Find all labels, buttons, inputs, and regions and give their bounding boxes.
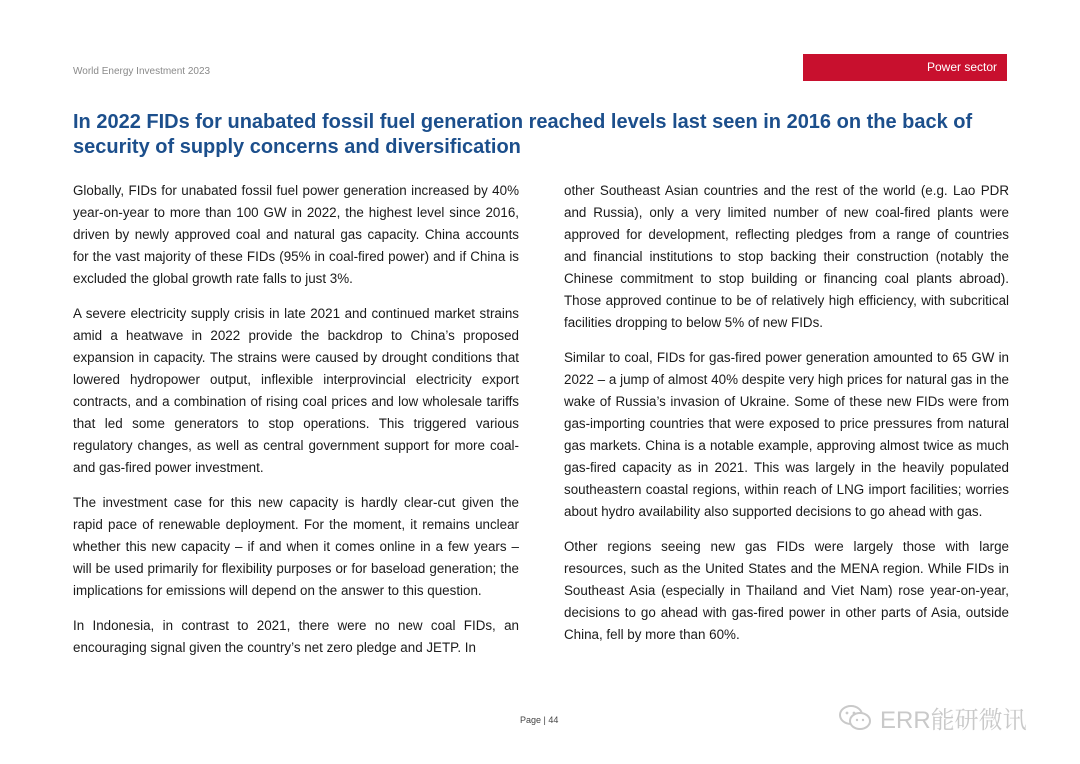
paragraph: other Southeast Asian countries and the rest of the world (e.g. Lao PDR and Russia), only a very limited number of new coal-fired plants were approved for development, reflecting pledges from a range of countries and financial institutions to stop backing their construction (notably the Chinese commitment to stop building or financing coal plants abroad). Those approved continue to be of relatively high efficiency, with subcritical facilities dropping to below 5% of new FIDs.: [564, 183, 1009, 330]
watermark: [838, 700, 1027, 735]
left-column: [73, 180, 519, 672]
report-title: World Energy Investment 2023: [73, 66, 211, 77]
section-badge: Power sector: [803, 54, 1007, 81]
page-number: Page | 44: [520, 715, 559, 725]
right-column: [564, 180, 1009, 659]
paragraph: Similar to coal, FIDs for gas-fired power generation amounted to 65 GW in 2022 – a jump of almost 40% despite very high prices for natural gas in the wake of Russia’s invasion of Ukraine. Some of these new FIDs were from gas-importing countries that were exposed to price pressures from natural gas markets. China is a notable example, approving almost twice as much gas-fired capacity as in 2021. This was largely in the heavily populated southeastern coastal regions, within reach of LNG import facilities; worries about hydro availability also supported decisions to go ahead with gas.: [564, 350, 1009, 519]
wechat-logo-icon: [838, 704, 872, 732]
paragraph: Other regions seeing new gas FIDs were largely those with large resources, such as the United States and the MENA region. While FIDs in Southeast Asia (especially in Thailand and Viet Nam) rose year-on-year, decisions to go ahead with gas-fired power in other parts of Asia, outside China, fell by more than 60%.: [564, 539, 1009, 642]
watermark-text: ERR能研微讯: [880, 707, 1027, 734]
paragraph: Globally, FIDs for unabated fossil fuel power generation increased by 40% year-on-year to more than 100 GW in 2022, the highest level since 2016, driven by newly approved coal and natural gas capacity. China accounts for the vast majority of these FIDs (95% in coal-fired power) and if China is excluded the global growth rate falls to just 3%.: [73, 183, 519, 286]
paragraph: A severe electricity supply crisis in late 2021 and continued market strains amid a heatwave in 2022 provide the backdrop to China’s proposed expansion in capacity. The strains were caused by drought conditions that lowered hydropower output, inflexible interprovincial electricity export contracts, and a combination of rising coal prices and low wholesale tariffs that led some generators to stop operations. This triggered various regulatory changes, as well as central government support for more coal- and gas-fired power investment.: [73, 306, 519, 475]
paragraph: The investment case for this new capacity is hardly clear-cut given the rapid pace of renewable deployment. For the moment, it remains unclear whether this new capacity – if and when it comes online in a few years – will be used primarily for flexibility purposes or for baseload generation; the implications for emissions will depend on the answer to this question.: [73, 495, 519, 598]
page-title: In 2022 FIDs for unabated fossil fuel generation reached levels last seen in 2016 on the back of security of supply concerns and diversification: [73, 111, 973, 158]
paragraph: In Indonesia, in contrast to 2021, there were no new coal FIDs, an encouraging signal given the country’s net zero pledge and JETP. In: [73, 618, 519, 655]
